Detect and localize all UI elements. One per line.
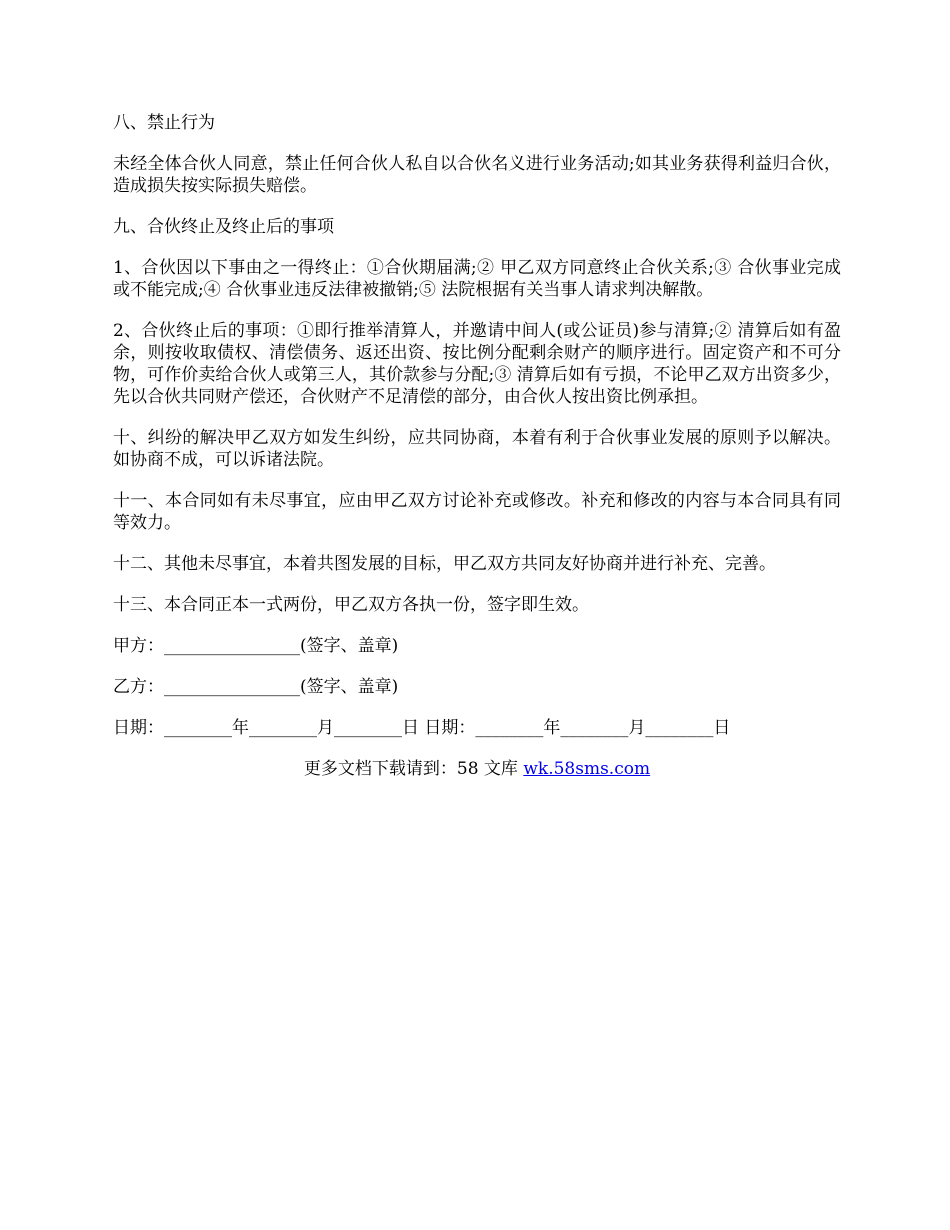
section-heading-8: 八、禁止行为 (113, 113, 215, 133)
paragraph-other-matters: 十二、其他未尽事宜，本着共图发展的目标，甲乙双方共同友好协商并进行补充、完善。 (113, 554, 776, 574)
document-page (113, 112, 841, 780)
footer-prefix: 更多文档下载请到：58 文库 (303, 759, 524, 779)
footer-link[interactable]: wk.58sms.com (523, 759, 651, 779)
paragraph-dispute-resolution: 十、纠纷的解决甲乙双方如发生纠纷，应共同协商，本着有利于合伙事业发展的原则予以解决。如协商不成，可以诉诸法院。 (113, 428, 841, 470)
paragraph-termination-reasons: 1、合伙因以下事由之一得终止：①合伙期届满;② 甲乙双方同意终止合伙关系;③ 合伙事业完成或不能完成;④ 合伙事业违反法律被撤销;⑤ 法院根据有关当事人请求判决解散。 (113, 258, 841, 300)
paragraph-prohibited-acts: 未经全体合伙人同意，禁止任何合伙人私自以合伙名义进行业务活动;如其业务获得利益归合伙，造成损失按实际损失赔偿。 (113, 154, 841, 196)
signature-party-b: 乙方：________________(签字、盖章) (113, 677, 399, 697)
paragraph-post-termination: 2、合伙终止后的事项：①即行推举清算人，并邀请中间人(或公证员)参与清算;② 清算后如有盈余，则按收取债权、清偿债务、返还出资、按比例分配剩余财产的顺序进行。固定资产和不可分物，可作价卖给合伙人或第三人，其价款参与分配;③ 清算后如有亏损，不论甲乙双方出资多少，先以合伙共同财产偿还，合伙财产不足清偿的部分，由合伙人按出资比例承担。 (113, 321, 841, 407)
paragraph-amendments: 十一、本合同如有未尽事宜，应由甲乙双方讨论补充或修改。补充和修改的内容与本合同具有同等效力。 (113, 491, 841, 533)
signature-dates: 日期：________年________月________日 日期：________年________月________日 (113, 718, 731, 738)
paragraph-copies: 十三、本合同正本一式两份，甲乙双方各执一份，签字即生效。 (113, 595, 589, 615)
footer (113, 758, 841, 780)
signature-party-a: 甲方：________________(签字、盖章) (113, 636, 399, 656)
section-heading-9: 九、合伙终止及终止后的事项 (113, 217, 334, 237)
